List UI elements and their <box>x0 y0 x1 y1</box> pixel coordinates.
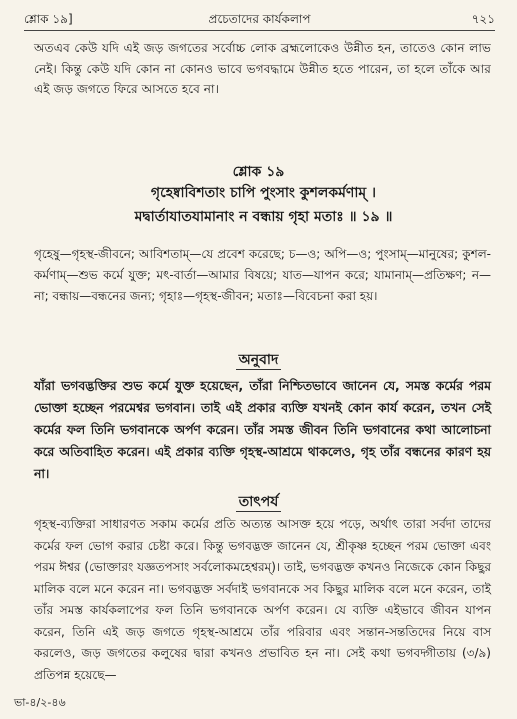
purport-heading-text: তাৎপর্য <box>236 494 282 512</box>
translation-heading <box>0 348 517 372</box>
page-footer-signature: ভা-৪/২-৪৬ <box>14 696 66 709</box>
header-verse-ref: শ্লোক ১৯] <box>24 12 73 26</box>
verse-line-1: গৃহেষ্বাবিশতাং চাপি পুংসাং কুশলকর্মণাম্ । <box>150 185 377 201</box>
header-page-number: ৭২১ <box>471 12 495 26</box>
purport-heading <box>0 490 517 514</box>
translation-paragraph: যাঁরা ভগবদ্ভক্তির শুভ কর্মে যুক্ত হয়েছেন, তাঁরা নিশ্চিতভাবে জানেন যে, সমস্ত কর্মের পরম ভোক্তা হচ্ছেন পরমেশ্বর ভগবান। তাই এই প্রকার ব্যক্তি যখনই কোন কার্য করেন, তখন সেই কর্মের ফল তিনি ভগবানকে অর্পণ করেন। তাঁর সমস্ত জীবন তিনি ভগবানের কথা আলোচনা করে অতিবাহিত করেন। এই প্রকার ব্যক্তি গৃহস্থ-আশ্রমে থাকলেও, গৃহ তাঁর বন্ধনের কারণ হয় না। <box>34 379 491 481</box>
translation-heading-text: অনুবাদ <box>236 352 282 370</box>
header-chapter-title: প্রচেতাদের কার্যকলাপ <box>208 12 311 26</box>
intro-paragraph: অতএব কেউ যদি এই জড় জগতের সর্বোচ্চ লোক ব্রহ্মলোকেও উন্নীত হন, তাতেও কোন লাভ নেই। কিন্তু কেউ যদি কোন না কোনও ভাবে ভগবদ্ধামে উন্নীত হতে পারেন, তা হলে তাঁকে আর এই জড় জগতে ফিরে আসতে হবে না। <box>34 41 491 96</box>
verse-line-2: মদ্বার্তাযাতযামানাং ন বন্ধায় গৃহা মতাঃ ॥ ১৯ ॥ <box>134 209 393 225</box>
synonyms-paragraph: গৃহেষু—গৃহস্থ-জীবনে; আবিশতাম্—যে প্রবেশ করেছে; চ—ও; অপি—ও; পুংসাম্—মানুষের; কুশল-কর্মণাম্—শুভ কর্মে যুক্ত; মৎ-বার্তা—আমার বিষয়ে; যাত—যাপন করে; যামানাম্—প্রতিক্ষণ; ন—না; বন্ধায়—বন্ধনের জন্য; গৃহাঃ—গৃহস্থ-জীবন; মতাঃ—বিবেচনা করা হয়। <box>34 247 491 303</box>
purport-paragraph: গৃহস্থ-ব্যক্তিরা সাধারণত সকাম কর্মের প্রতি অত্যন্ত আসক্ত হয়ে পড়ে, অর্থাৎ তারা সর্বদা তাদের কর্মের ফল ভোগ করার চেষ্টা করে। কিন্তু ভগবদ্ভক্ত জানেন যে, শ্রীকৃষ্ণ হচ্ছেন পরম ভোক্তা এবং পরম ঈশ্বর (ভোক্তারং যজ্ঞতপসাং সর্বলোকমহেশ্বরম্)। তাই, ভগবদ্ভক্ত কখনও নিজেকে কোন কিছুর মালিক বলে মনে করেন না। ভগবদ্ভক্ত সর্বদাই ভগবানকে সব কিছুর মালিক বলে মনে করেন, তাই তাঁর সমস্ত কার্যকলাপের ফল তিনি ভগবানকে অর্পণ করেন। যে ব্যক্তি এইভাবে জীবন যাপন করেন, তিনি এই জড় জগতে গৃহস্থ-আশ্রমে তাঁর পরিবার এবং সন্তান-সন্ততিদের নিয়ে বাস করলেও, জড় জগতের কলুষের দ্বারা কখনও প্রভাবিত হন না। সেই কথা ভগবদ্গীতায় (৩/৯) প্রতিপন্ন হয়েছে— <box>34 517 491 682</box>
verse-title: শ্লোক ১৯ <box>232 164 285 180</box>
page-header <box>24 10 495 31</box>
